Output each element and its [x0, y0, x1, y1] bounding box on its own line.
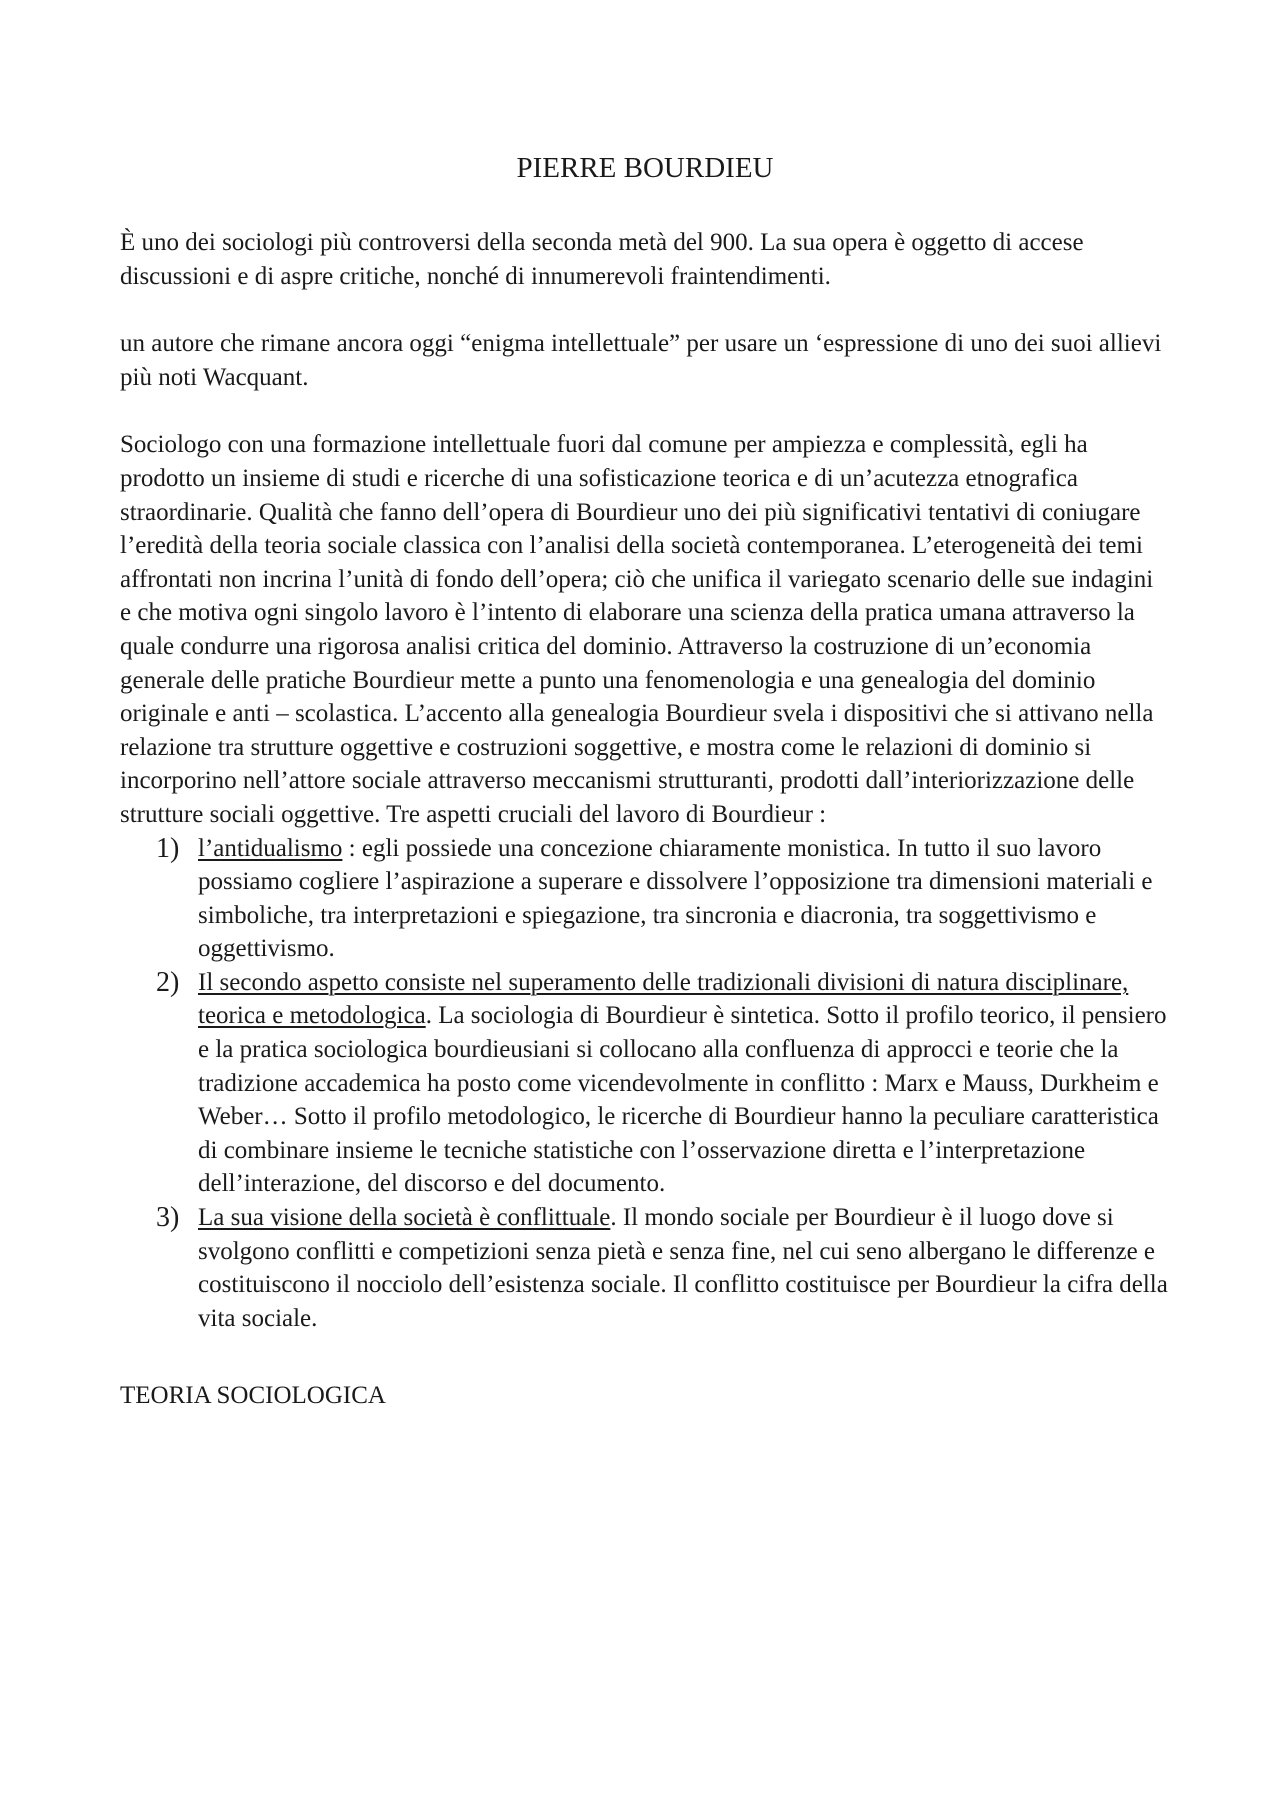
list-item	[156, 1201, 1170, 1335]
list-item-number: 1)	[156, 832, 180, 864]
list-item-underlined: l’antidualismo	[198, 834, 343, 862]
list-item-underlined: La sua visione della società è conflittuale	[198, 1204, 611, 1232]
footer-subject: TEORIA SOCIOLOGICA	[120, 1382, 386, 1410]
aspects-list	[120, 832, 1170, 1336]
intro-paragraph: È uno dei sociologi più controversi della seconda metà del 900. La sua opera è oggetto di accese discussioni e di aspre critiche, nonché di innumerevoli fraintendimenti.	[120, 229, 1084, 290]
list-item-text: . Il mondo sociale per Bourdieur è il luogo dove si svolgono conflitti e competizioni senza pietà e senza fine, nel cui seno albergano le differenze e costituiscono il nocciolo dell’esistenza sociale. Il conflitto costituisce per Bourdieur la cifra della vita sociale.	[198, 1204, 1168, 1332]
list-item	[156, 832, 1170, 966]
list-item-number: 2)	[156, 966, 180, 998]
page-title: PIERRE BOURDIEU	[516, 152, 774, 184]
formation-paragraph: Sociologo con una formazione intellettuale fuori dal comune per ampiezza e complessità, egli ha prodotto un insieme di studi e ricerche di una sofisticazione teorica e di un’acutezza etnografica straordinarie. Qualità che fanno dell’opera di Bourdieur uno dei più significativi tentativi di coniugare l’eredità della teoria sociale classica con l’analisi della società contemporanea. L’eterogeneità dei temi affrontati non incrina l’unità di fondo dell’opera; ciò che unifica il variegato scenario delle sue indagini e che motiva ogni singolo lavoro è l’intento di elaborare una scienza della pratica umana attraverso la quale condurre una rigorosa analisi critica del dominio. Attraverso la costruzione di un’economia generale delle pratiche Bourdieur mette a punto una fenomenologia e una genealogia del dominio originale e anti – scolastica. L’accento alla genealogia Bourdieur svela i dispositivi che si attivano nella relazione tra strutture oggettive e costruzioni soggettive, e mostra come le relazioni di dominio si incorporino nell’attore sociale attraverso meccanismi strutturanti, prodotti dall’interiorizzazione delle strutture sociali oggettive. Tre aspetti cruciali del lavoro di Bourdieur :	[120, 431, 1154, 828]
document-page	[120, 150, 1170, 1413]
list-item-text: : egli possiede una concezione chiaramente monistica. In tutto il suo lavoro possiamo cogliere l’aspirazione a superare e dissolvere l’opposizione tra dimensioni materiali e simboliche, tra interpretazioni e spiegazione, tra sincronia e diacronia, tra soggettivismo e oggettivismo.	[198, 834, 1153, 963]
list-item	[156, 966, 1170, 1201]
enigma-paragraph: un autore che rimane ancora oggi “enigma intellettuale” per usare un ‘espressione di uno dei suoi allievi più noti Wacquant.	[120, 330, 1162, 391]
list-item-text: . La sociologia di Bourdieur è sintetica. Sotto il profilo teorico, il pensiero e la pratica sociologica bourdieusiani si collocano alla confluenza di approcci e teorie che la tradizione accademica ha posto come vicendevolmente in conflitto : Marx e Mauss, Durkheim e Weber… Sotto il profilo metodologico, le ricerche di Bourdieur hanno la peculiare caratteristica di combinare insieme le tecniche statistiche con l’osservazione diretta e l’interpretazione dell’interazione, del discorso e del documento.	[198, 1002, 1167, 1198]
list-item-number: 3)	[156, 1202, 180, 1234]
list-item-underlined: Il secondo aspetto consiste nel superamento delle tradizionali divisioni di natura disciplinare, teorica e metodologica	[198, 968, 1129, 1030]
